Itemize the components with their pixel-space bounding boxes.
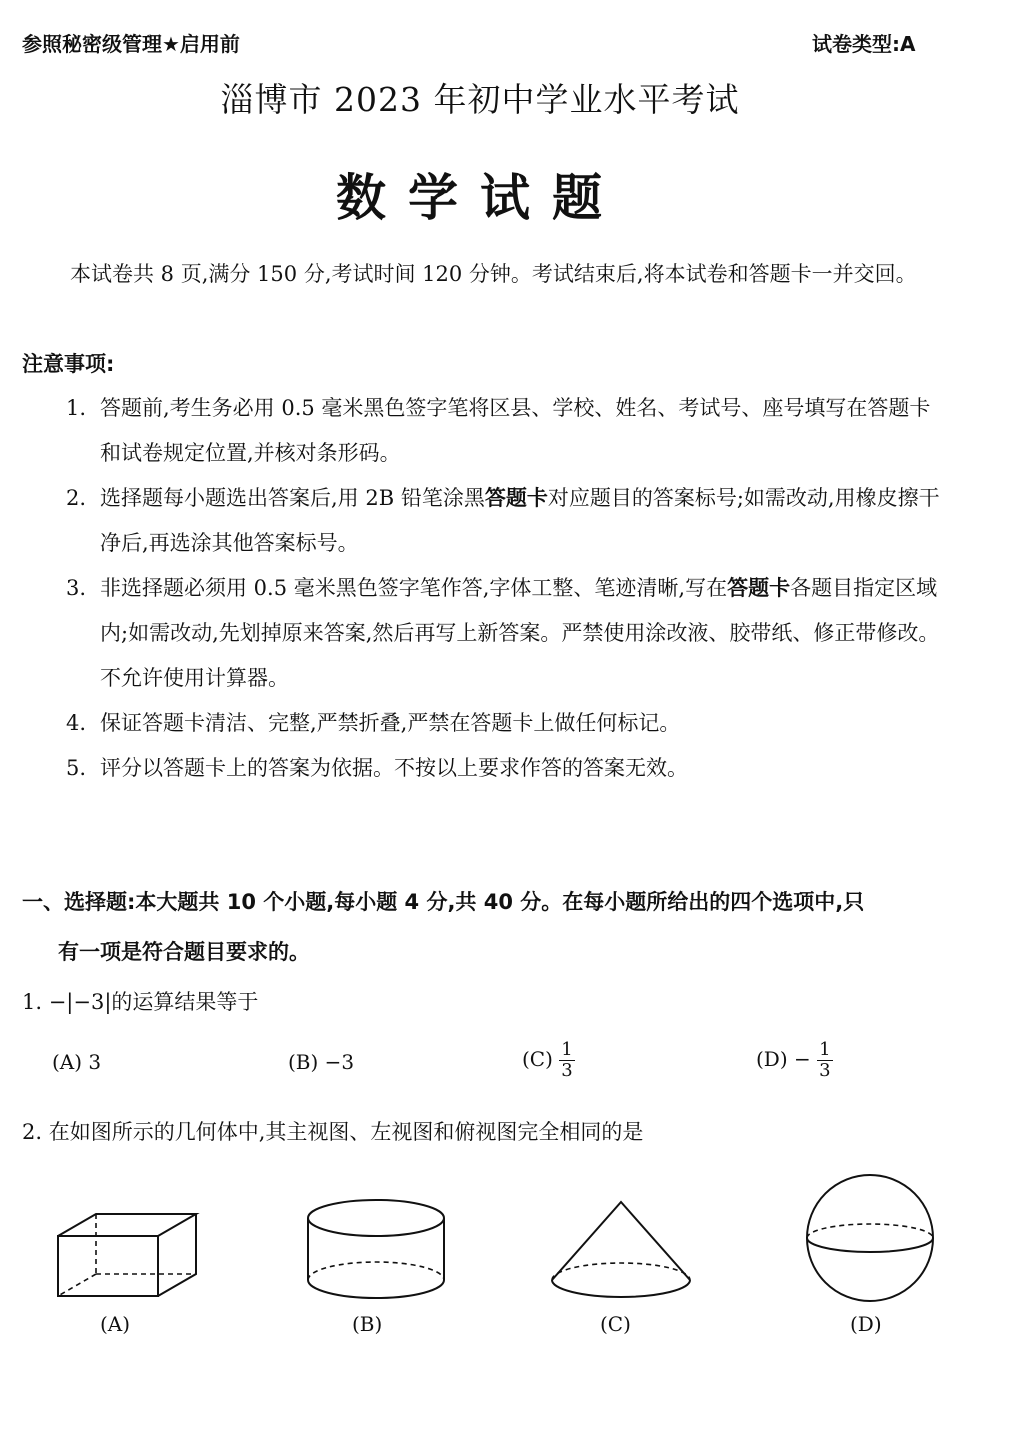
notice-text-part: 选择题每小题选出答案后,用 2B 铅笔涂黑: [100, 486, 485, 510]
fraction: [817, 1040, 832, 1081]
paper-type: 试卷类型:A: [812, 32, 916, 56]
notice-item-text: 保证答题卡清洁、完整,严禁折叠,严禁在答题卡上做任何标记。: [100, 711, 681, 735]
exam-title: 淄博市 2023 年初中学业水平考试: [220, 80, 740, 119]
figure-label: (D): [850, 1312, 882, 1336]
numerator: 1: [561, 1039, 573, 1060]
notice-title: 注意事项:: [22, 352, 115, 376]
notice-item-text: [100, 566, 950, 701]
intro-text: 本试卷共 8 页,满分 150 分,考试时间 120 分钟。考试结束后,将本试卷和答题卡一并交回。: [70, 262, 917, 286]
notice-bold-term: 答题卡: [484, 486, 548, 510]
figure-label: (B): [352, 1312, 383, 1336]
notice-text-part: 各题目指定区域内;如需改动,先划掉原来答案,然后再写上新答案。严禁使用涂改液、胶带纸、修正带修改。不允许使用计算器。: [100, 576, 940, 690]
notice-item-number: 1.: [66, 396, 87, 420]
sphere-icon: [800, 1170, 940, 1306]
option-label: (A): [52, 1050, 83, 1074]
option-label: (D): [756, 1047, 788, 1071]
option-value: −3: [324, 1050, 355, 1074]
minus-sign: −: [794, 1047, 811, 1071]
numerator: 1: [819, 1039, 831, 1060]
secret-level-note: 参照秘密级管理★启用前: [22, 32, 240, 56]
notice-bold-term: 答题卡: [727, 576, 791, 600]
notice-item-number: 2.: [66, 486, 87, 510]
notice-text-part: 非选择题必须用 0.5 毫米黑色签字笔作答,字体工整、笔迹清晰,写在: [100, 576, 728, 600]
question-2-stem: 2. 在如图所示的几何体中,其主视图、左视图和俯视图完全相同的是: [22, 1120, 644, 1144]
notice-item-number: 3.: [66, 576, 87, 600]
q1-option-a: [52, 1050, 101, 1074]
cuboid-icon: [52, 1206, 204, 1302]
fraction: [559, 1040, 574, 1081]
q1-option-c: [522, 1040, 575, 1081]
denominator: 3: [819, 1060, 831, 1081]
option-value: 3: [88, 1050, 102, 1074]
notice-item-text: 评分以答题卡上的答案为依据。不按以上要求作答的答案无效。: [100, 756, 688, 780]
notice-item-text: [100, 476, 950, 566]
figure-label: (C): [600, 1312, 631, 1336]
notice-item-number: 5.: [66, 756, 87, 780]
option-label: (B): [288, 1050, 319, 1074]
section-heading-continued: 有一项是符合题目要求的。: [58, 940, 310, 964]
subject-title: 数学试题: [336, 168, 624, 227]
q1-option-b: [288, 1050, 354, 1074]
figure-label: (A): [100, 1312, 131, 1336]
denominator: 3: [561, 1060, 573, 1081]
notice-item-text: 答题前,考生务必用 0.5 毫米黑色签字笔将区县、学校、姓名、考试号、座号填写在答题卡和试卷规定位置,并核对条形码。: [100, 396, 931, 465]
section-heading: 一、选择题:本大题共 10 个小题,每小题 4 分,共 40 分。在每小题所给出的四个选项中,只: [22, 890, 865, 914]
question-1-stem: 1. −|−3|的运算结果等于: [22, 990, 259, 1014]
notice-text-part: 对应题目的答案标号;如需改动,用橡皮擦干净后,再选涂其他答案标号。: [100, 486, 940, 555]
cylinder-icon: [300, 1196, 452, 1304]
q1-option-d: [756, 1040, 833, 1081]
cone-icon: [546, 1196, 696, 1304]
option-label: (C): [522, 1047, 553, 1071]
notice-item-number: 4.: [66, 711, 87, 735]
